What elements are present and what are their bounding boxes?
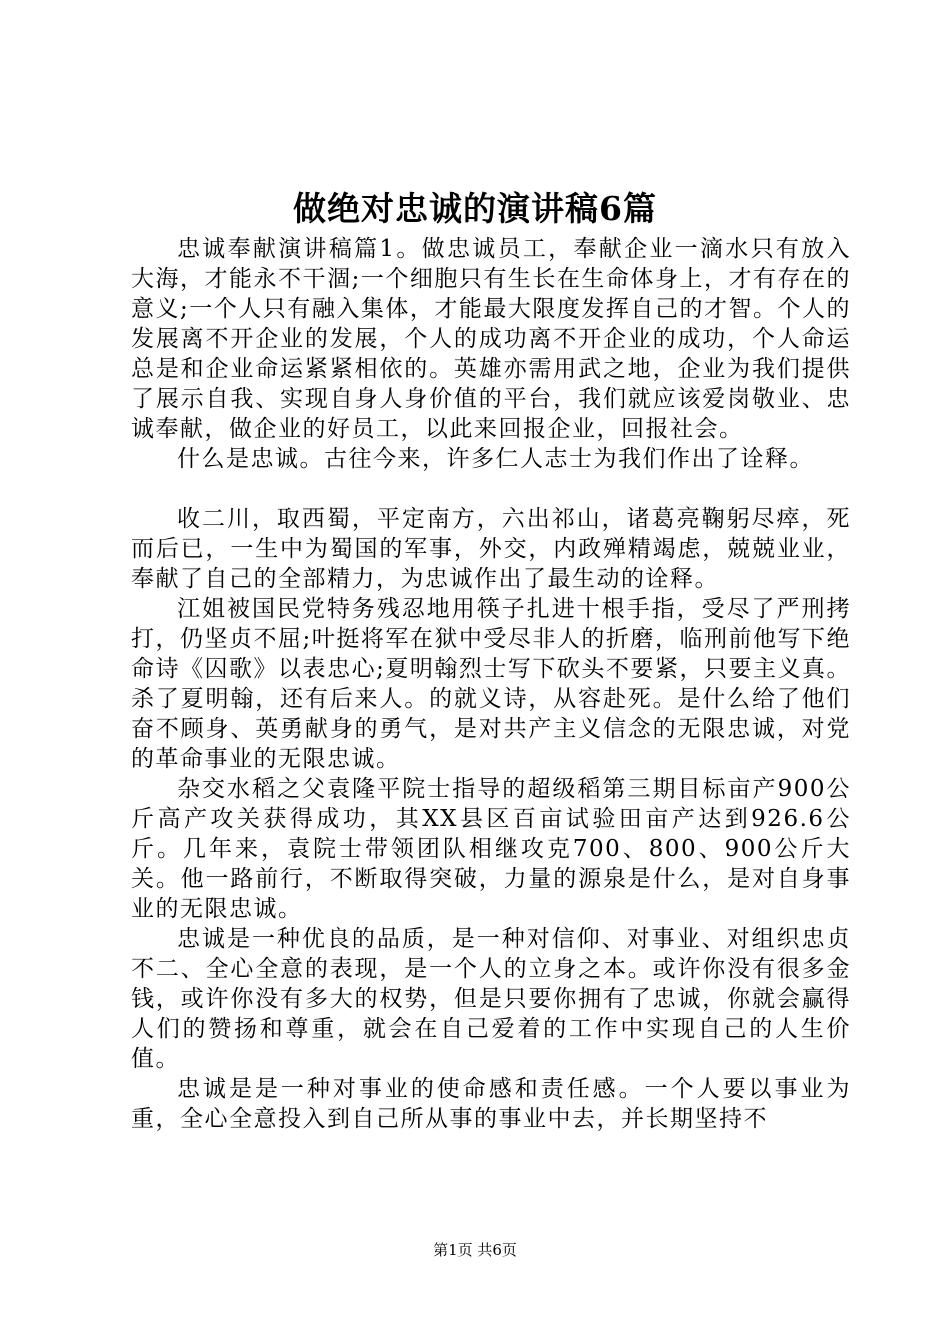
document-title: 做绝对忠诚的演讲稿6篇 xyxy=(293,189,657,228)
paragraph: 忠诚是是一种对事业的使命感和责任感。一个人要以事业为重，全心全意投入到自己所从事的事业中去，并长期坚持不 xyxy=(131,1076,851,1132)
document-body xyxy=(131,234,851,1134)
page-number: 第1页 共6页 xyxy=(433,1241,517,1259)
paragraph: 忠诚奉献演讲稿篇1。做忠诚员工，奉献企业一滴水只有放入大海，才能永不干涸;一个细胞只有生长在生命体身上，才有存在的意义;一个人只有融入集体，才能最大限度发挥自己的才智。个人的发展离不开企业的发展，个人的成功离不开企业的成功，个人命运总是和企业命运紧紧相依的。英雄亦需用武之地，企业为我们提供了展示自我、实现自身人身价值的平台，我们就应该爱岗敬业、忠诚奉献，做企业的好员工，以此来回报企业，回报社会。 xyxy=(131,236,851,442)
paragraph: 杂交水稻之父袁隆平院士指导的超级稻第三期目标亩产900公斤高产攻关获得成功，其XX县区百亩试验田亩产达到926.6公斤。几年来，袁院士带领团队相继攻克700、800、900公斤大关。他一路前行，不断取得突破，力量的源泉是什么，是对自身事业的无限忠诚。 xyxy=(131,776,851,922)
paragraph: 忠诚是一种优良的品质，是一种对信仰、对事业、对组织忠贞不二、全心全意的表现，是一个人的立身之本。或许你没有很多金钱，或许你没有多大的权势，但是只要你拥有了忠诚，你就会赢得人们的赞扬和尊重，就会在自己爱着的工作中实现自己的人生价值。 xyxy=(131,926,851,1072)
paragraph: 什么是忠诚。古往今来，许多仁人志士为我们作出了诠释。 xyxy=(177,446,814,472)
paragraph: 收二川，取西蜀，平定南方，六出祁山，诸葛亮鞠躬尽瘁，死而后已，一生中为蜀国的军事，外交，内政殚精竭虑，兢兢业业，奉献了自己的全部精力，为忠诚作出了最生动的诠释。 xyxy=(131,506,851,592)
paragraph: 江姐被国民党特务残忍地用筷子扎进十根手指，受尽了严刑拷打，仍坚贞不屈;叶挺将军在狱中受尽非人的折磨，临刑前他写下绝命诗《囚歌》以表忠心;夏明翰烈士写下砍头不要紧，只要主义真。杀了夏明翰，还有后来人。的就义诗，从容赴死。是什么给了他们奋不顾身、英勇献身的勇气，是对共产主义信念的无限忠诚，对党的革命事业的无限忠诚。 xyxy=(131,596,851,772)
